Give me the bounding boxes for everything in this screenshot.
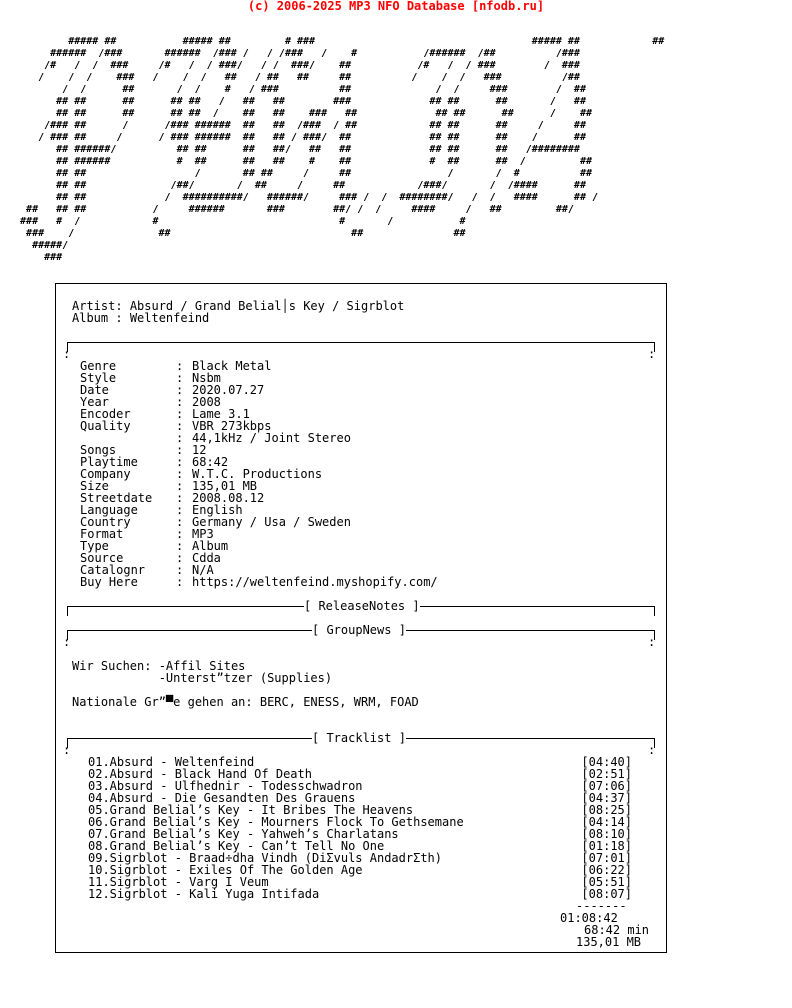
info-value: English <box>192 503 243 517</box>
album-line: Album : Weltenfeind <box>72 311 210 325</box>
info-separator: : <box>176 527 184 541</box>
release-notes-left-tick <box>67 606 68 616</box>
info-separator: : <box>176 455 184 469</box>
info-value: https://weltenfeind.myshopify.com/ <box>192 575 438 589</box>
group-news-line-3: Nationale Gr”▀e gehen an: BERC, ENESS, WRM, FOAD <box>72 695 419 709</box>
info-key: Streetdate <box>80 491 153 505</box>
info-separator: : <box>176 575 184 589</box>
info-key: Source <box>80 551 124 565</box>
info-right-dot: : <box>648 347 656 361</box>
info-key: Year <box>80 395 109 409</box>
tracklist-left-dot: : <box>63 743 71 757</box>
info-separator: : <box>176 419 184 433</box>
info-separator: : <box>176 443 184 457</box>
track-duration: [04:37] <box>581 791 632 805</box>
info-value: 2008 <box>192 395 221 409</box>
info-row <box>80 432 351 444</box>
track-title: 02.Absurd - Black Hand Of Death <box>88 767 312 781</box>
track-title: 11.Sigrblot - Varg I Veum <box>88 875 269 889</box>
track-duration: [08:07] <box>581 887 632 901</box>
totals-separator: ------- <box>576 899 627 913</box>
info-key: Style <box>80 371 117 385</box>
info-value: 2008.08.12 <box>192 491 265 505</box>
release-notes-right-tick <box>654 606 655 616</box>
info-key: Buy Here <box>80 575 138 589</box>
info-value: Nsbm <box>192 371 221 385</box>
info-separator: : <box>176 539 184 553</box>
info-separator: : <box>176 467 184 481</box>
info-key: Date <box>80 383 109 397</box>
track-title: 08.Grand Belial’s Key - Can’t Tell No One <box>88 839 385 853</box>
info-value: VBR 273kbps <box>192 419 272 433</box>
info-separator: : <box>176 503 184 517</box>
info-value: 12 <box>192 443 207 457</box>
info-row <box>80 576 438 588</box>
copyright-banner: (c) 2006-2025 MP3 NFO Database [nfodb.ru] <box>247 0 545 13</box>
track-title: 01.Absurd - Weltenfeind <box>88 755 255 769</box>
info-key: Size <box>80 479 109 493</box>
info-value: MP3 <box>192 527 214 541</box>
info-value: Germany / Usa / Sweden <box>192 515 351 529</box>
track-duration: [08:10] <box>581 827 632 841</box>
total-time: 01:08:42 <box>560 911 618 925</box>
track-title: 06.Grand Belial’s Key - Mourners Flock To Gethsemane <box>88 815 464 829</box>
info-value: Album <box>192 539 229 553</box>
track-duration: [08:25] <box>581 803 632 817</box>
info-value: Cdda <box>192 551 221 565</box>
info-separator: : <box>176 491 184 505</box>
info-separator: : <box>176 479 184 493</box>
total-minutes: 68:42 min <box>584 923 650 937</box>
info-value: W.T.C. Productions <box>192 467 323 481</box>
info-key: Language <box>80 503 138 517</box>
album-value: Weltenfeind <box>129 311 210 325</box>
tracklist-heading: [ Tracklist ] <box>312 731 406 745</box>
info-key: Type <box>80 539 109 553</box>
info-left-dot: : <box>63 347 71 361</box>
group-news-line-2: -Unterst”tzer (Supplies) <box>72 671 333 685</box>
ascii-logo: ##### ## ##### ## # ### ##### ## ## ###### /### ###### /### / / /### / # /###### /## /### /# / / ### /# / / ###/ / / ###/ ## /# / / ### / ### / / / ### / / / ## / ## ## ## / / / ### /## / / ## / / # / ### ## / / ### / ## ## ## ## ## ## / ## ## ### ## ## ## / ## ## ## ## ## ## / ## ## ### ## ## ## ## / ## /### ## / /### ###### ## ## /### / ## ## ## ## / ## / ### ## / / ### ###### ## ## / ###/ ## ## ## ## / ## ## ######/ ## ## ## ##/ ## ## ## ## ## /######## ## ###### # ## ## ## # ## # ## ## / ## ## ## / ## ## / ## / / # ## ## ## /##/ / ## / ## /###/ / /#### ## ## ## / ##########/ ######/ ### / / ########/ / / #### ## / ## ## ## / ###### ### ##/ / / #### / ## ##/ ### # / # # / # ### / ## ## ## #####/ ### <box>20 36 665 263</box>
info-separator: : <box>176 359 184 373</box>
track-duration: [02:51] <box>581 767 632 781</box>
info-separator: : <box>176 383 184 397</box>
info-separator: : <box>176 563 184 577</box>
info-separator: : <box>176 371 184 385</box>
info-key: Encoder <box>80 407 131 421</box>
track-duration: [06:22] <box>581 863 632 877</box>
info-separator: : <box>176 515 184 529</box>
track-row <box>88 888 632 900</box>
group-news-line-1: Wir Suchen: -Affil Sites <box>72 659 246 673</box>
artist-line: Artist: Absurd / Grand Belial│s Key / Sigrblot <box>72 299 405 313</box>
info-separator: : <box>176 551 184 565</box>
track-duration: [07:06] <box>581 779 632 793</box>
info-value: N/A <box>192 563 214 577</box>
artist-value: Absurd / Grand Belial│s Key / Sigrblot <box>129 299 405 313</box>
info-key: Country <box>80 515 131 529</box>
info-key: Songs <box>80 443 117 457</box>
info-value: Black Metal <box>192 359 272 373</box>
release-notes-heading: [ ReleaseNotes ] <box>304 599 420 613</box>
info-top-rule <box>67 342 655 343</box>
info-value: Lame 3.1 <box>192 407 250 421</box>
track-title: 03.Absurd - Ulfhednir - Todesschwadron <box>88 779 363 793</box>
info-separator: : <box>176 407 184 421</box>
track-title: 07.Grand Belial’s Key - Yahweh’s Charlatans <box>88 827 399 841</box>
track-duration: [04:14] <box>581 815 632 829</box>
info-key: Quality <box>80 419 131 433</box>
info-value: 68:42 <box>192 455 229 469</box>
info-separator: : <box>176 395 184 409</box>
tracklist-right-dot: : <box>648 743 656 757</box>
track-duration: [05:51] <box>581 875 632 889</box>
track-duration: [01:18] <box>581 839 632 853</box>
info-value: 2020.07.27 <box>192 383 265 397</box>
info-key: Catalognr <box>80 563 146 577</box>
info-value: 44,1kHz / Joint Stereo <box>192 431 351 445</box>
track-title: 04.Absurd - Die Gesandten Des Grauens <box>88 791 356 805</box>
track-title: 05.Grand Belial’s Key - It Bribes The Heavens <box>88 803 414 817</box>
group-news-right-dot: : <box>648 635 656 649</box>
track-duration: [04:40] <box>581 755 632 769</box>
info-key: Company <box>80 467 131 481</box>
info-key: Genre <box>80 359 117 373</box>
info-value: 135,01 MB <box>192 479 258 493</box>
group-news-heading: [ GroupNews ] <box>312 623 406 637</box>
group-news-left-dot: : <box>63 635 71 649</box>
info-key: Format <box>80 527 124 541</box>
track-duration: [07:01] <box>581 851 632 865</box>
info-separator: : <box>176 431 184 445</box>
track-title: 12.Sigrblot - Kali Yuga Intifada <box>88 887 320 901</box>
track-title: 09.Sigrblot - Braad÷dha Vindh (DiΣvuls AndadrΣth) <box>88 851 443 865</box>
info-key: Playtime <box>80 455 138 469</box>
track-title: 10.Sigrblot - Exiles Of The Golden Age <box>88 863 363 877</box>
total-size: 135,01 MB <box>576 935 642 949</box>
